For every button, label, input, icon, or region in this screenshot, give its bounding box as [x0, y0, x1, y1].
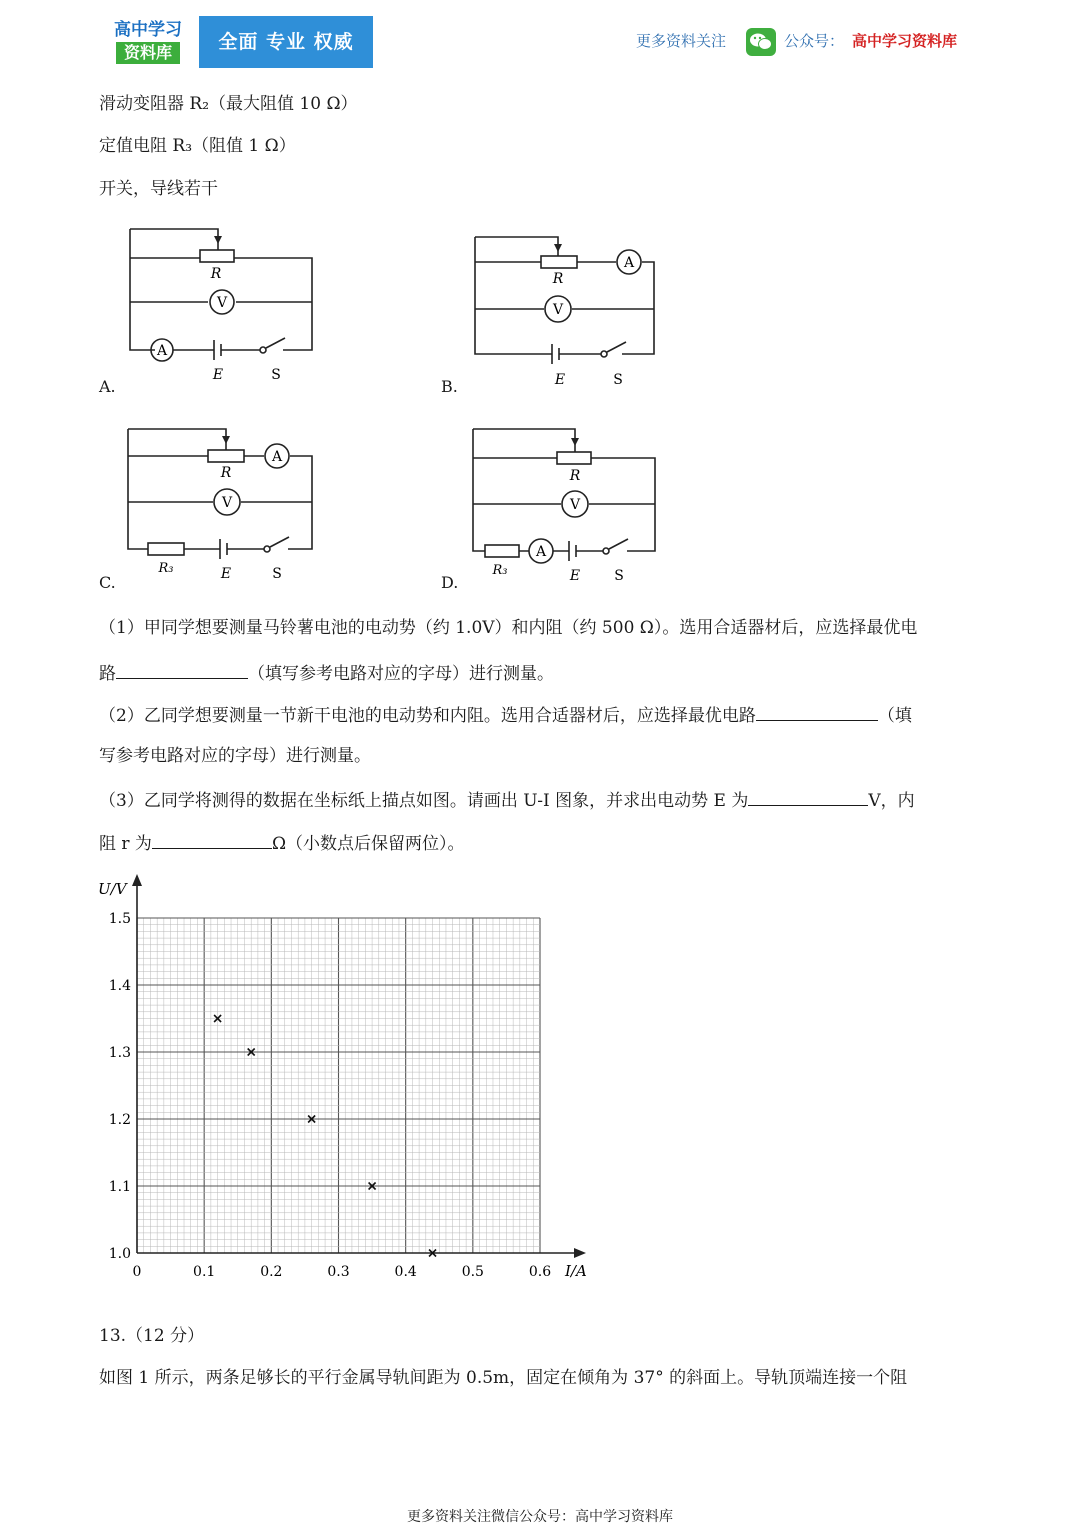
slogan-banner: 全面 专业 权威	[199, 16, 373, 68]
y-tick-label: 1.5	[108, 911, 131, 927]
x-tick-label: 0.4	[394, 1264, 417, 1280]
x-axis-arrow	[574, 1248, 586, 1258]
chart-tick-labels	[109, 911, 551, 1280]
logo-top-text: 高中学习	[114, 20, 182, 40]
page-footer: 更多资料关注微信公众号：高中学习资料库	[407, 1509, 673, 1525]
account-name: 高中学习资料库	[852, 32, 958, 50]
ammeter-label: A	[623, 255, 635, 271]
voltmeter-label: V	[552, 302, 564, 318]
question-2-suffix: （填	[877, 706, 912, 726]
voltmeter-label: V	[216, 295, 228, 311]
label-e: E	[220, 566, 232, 582]
wechat-icon	[746, 28, 776, 56]
question-3-line-1	[99, 787, 915, 812]
label-r: R	[569, 468, 581, 484]
ammeter-label: A	[535, 544, 547, 560]
ammeter-label: A	[156, 343, 168, 359]
question-1-line-1: （1）甲同学想要测量马铃薯电池的电动势（约 1.0V）和内阻（约 500 Ω）。选用合适器材后，应选择最优电	[99, 618, 918, 638]
circuit-d	[465, 422, 665, 587]
label-r: R	[220, 465, 232, 481]
chart-x-axis-label: I/A	[565, 1262, 587, 1280]
question-1-line-2	[99, 660, 554, 685]
y-tick-label: 1.3	[108, 1045, 131, 1061]
logo-bottom-text: 资料库	[116, 42, 180, 64]
label-e: E	[554, 372, 566, 388]
label-r3: R₃	[492, 563, 508, 578]
more-info-label: 更多资料关注	[636, 32, 727, 50]
logo	[112, 18, 184, 64]
question-2-line-2: 写参考电路对应的字母）进行测量。	[99, 746, 371, 766]
option-b-label: B.	[441, 377, 458, 396]
label-r: R	[210, 266, 222, 282]
x-tick-label: 0.5	[461, 1264, 484, 1280]
circuit-c	[120, 422, 320, 587]
x-tick-label: 0.2	[260, 1264, 283, 1280]
y-tick-label: 1.1	[108, 1179, 131, 1195]
y-axis-arrow	[132, 874, 142, 886]
answer-blank-resistance[interactable]	[152, 830, 272, 849]
question-1-prefix: 路	[99, 664, 116, 684]
y-tick-label: 1.0	[108, 1246, 131, 1262]
problem-13-text: 如图 1 所示，两条足够长的平行金属导轨间距为 0.5m，固定在倾角为 37° 的斜面上。导轨顶端连接一个阻	[99, 1368, 908, 1388]
question-2-line-1	[99, 702, 912, 727]
label-s: S	[272, 566, 282, 582]
ammeter-label: A	[271, 449, 283, 465]
question-1-suffix: （填写参考电路对应的字母）进行测量。	[248, 664, 554, 684]
option-c-label: C.	[99, 573, 116, 592]
x-tick-label: 0.1	[193, 1264, 216, 1280]
label-s: S	[271, 367, 281, 383]
y-tick-label: 1.4	[108, 978, 131, 994]
answer-blank-emf[interactable]	[748, 787, 868, 806]
answer-blank-2[interactable]	[756, 702, 878, 721]
label-e: E	[212, 367, 224, 383]
x-tick-label: 0.3	[327, 1264, 350, 1280]
equipment-switch: 开关，导线若干	[99, 179, 218, 199]
circuit-b	[470, 230, 670, 395]
equipment-r3: 定值电阻 R₃（阻值 1 Ω）	[99, 136, 296, 156]
label-e: E	[569, 568, 581, 584]
label-r3: R₃	[158, 561, 174, 576]
x-tick-label: 0	[132, 1264, 142, 1280]
question-3-prefix: （3）乙同学将测得的数据在坐标纸上描点如图。请画出 U-I 图象，并求出电动势 E 为	[99, 791, 749, 811]
answer-blank-1[interactable]	[116, 660, 248, 679]
chart-grid	[137, 918, 540, 1253]
label-s: S	[614, 568, 624, 584]
circuit-a	[120, 222, 320, 387]
voltmeter-label: V	[569, 497, 581, 513]
problem-13-title: 13.（12 分）	[99, 1326, 205, 1346]
question-3-unit-v: V，内	[868, 791, 915, 811]
question-2-prefix: （2）乙同学想要测量一节新干电池的电动势和内阻。选用合适器材后，应选择最优电路	[99, 706, 756, 726]
voltmeter-label: V	[221, 495, 233, 511]
ui-chart	[90, 868, 610, 1298]
account-label: 公众号：	[784, 32, 845, 50]
option-d-label: D.	[441, 573, 459, 592]
question-3-line-2	[99, 830, 465, 855]
equipment-r2: 滑动变阻器 R₂（最大阻值 10 Ω）	[99, 94, 358, 114]
question-3-suffix: Ω（小数点后保留两位）。	[271, 834, 465, 854]
label-s: S	[613, 372, 623, 388]
question-3-prefix-r: 阻 r 为	[99, 834, 152, 854]
y-tick-label: 1.2	[108, 1112, 131, 1128]
x-tick-label: 0.6	[528, 1264, 552, 1280]
chart-y-axis-label: U/V	[98, 880, 127, 898]
option-a-label: A.	[99, 377, 116, 396]
label-r: R	[552, 271, 564, 287]
